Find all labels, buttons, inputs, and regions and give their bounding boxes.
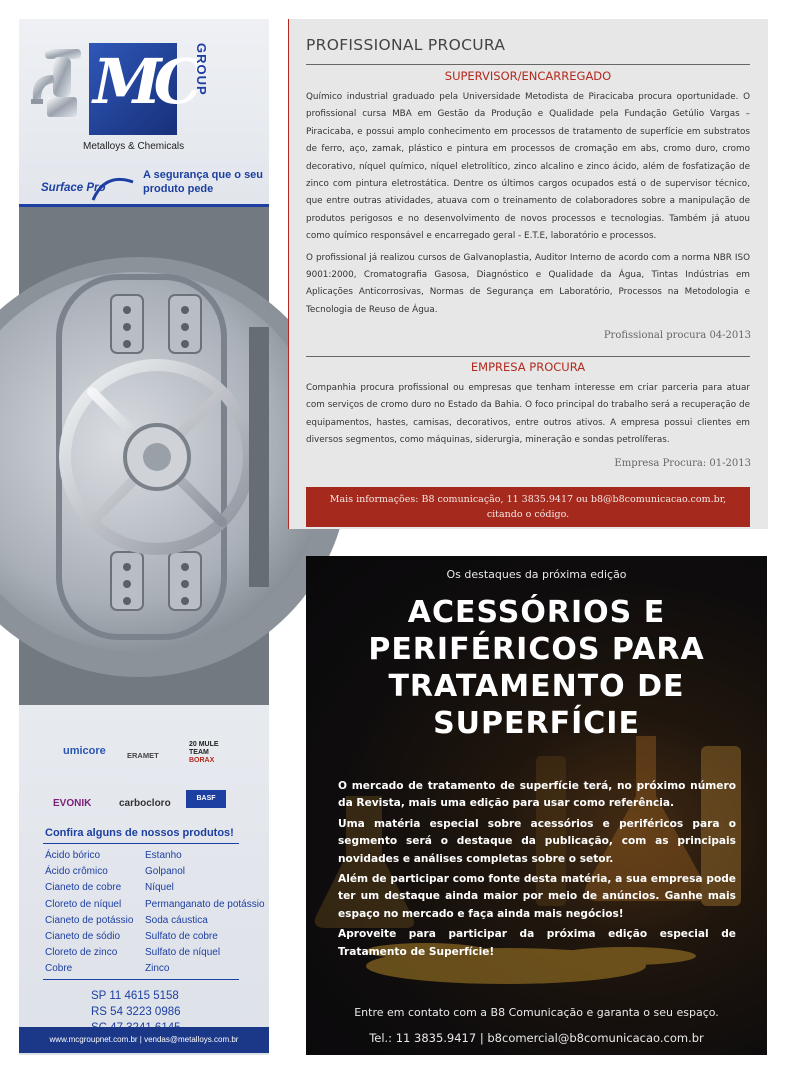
product-item: Cianeto de potássio [45,914,134,926]
logo-area [19,19,269,204]
more-info-banner [306,487,750,527]
supervisor-paragraph-1: Químico industrial graduado pela Universidade Metodista de Piracicaba procura oportunidade. O profissional cursa MBA em Gestão da Produção e Qualidade pela Fundação Getúlio Vargas – Piracicaba, e possui amplo conhecimento em processos de tratamento de superfície em substratos de ferro, aço, zamak, plástico e pintura em processos de cromação em abs, cromo duro, cromo decorativo, níquel químico, níquel eletrolítico, zinco alcalino e zinco ácido, além de fosfatização de zinco com pintura eletrostática. Dentre os últimos cargos ocupados está o de supervisor técnico, que entre outras atividades, atuava com o treinamento de colaboradores sobre a manipulação de produtos perigosos e no desenvolvimento de novos processos e tecnologias. Também já atuou como químico responsável e encarregado geral - E.T.E, laboratório e processos. [306,92,750,242]
faucet-icon [27,45,89,125]
product-item: Sulfato de cobre [145,931,218,943]
products-area [19,705,269,1055]
title-line-3: TRATAMENTO DE [388,669,685,704]
product-item: Cloreto de zinco [45,947,118,959]
body-paragraph-1: O mercado de tratamento de superfície terá, no próximo número da Revista, mais uma edição para usar como referência. [338,780,736,810]
surface-pro-logo [41,176,145,202]
next-edition-ad [306,556,767,1055]
mc-footer: www.mcgroupnet.com.br | vendas@metalloys.com.br [19,1027,269,1053]
products-title: Confira alguns de nossos produtos! [45,827,234,839]
borax-text: BORAX [189,757,215,764]
more-info-line-2: citando o código. [486,509,570,520]
eramet-logo [127,751,159,760]
body-paragraph-2: Uma matéria especial sobre acessórios e periféricos para o segmento será o destaque da publicação, com as principais novidades e análises completas sobre o setor. [338,817,736,865]
section-rule [306,356,750,357]
product-item: Soda cáustica [145,914,208,926]
vault-illustration [19,207,269,705]
supervisor-paragraph-2: O profissional já realizou cursos de Galvanoplastia, Auditor Interno de acordo com a norma NBR ISO 9001:2000, Cromatografia Gasosa, Diagnóstico e Qualidade da Água, Tintas Indústrias em Aplicações Anticorrosivas, Normas de Segurança em Laboratório, Processos na Metodologia e Tecnologia de Reuso de Água. [306,252,750,315]
next-edition-body [338,778,736,964]
title-line-1: ACESSÓRIOS E [407,595,666,630]
carbocloro-logo [119,798,171,809]
next-edition-kicker: Os destaques da próxima edição [446,568,627,581]
more-info-line-1: Mais informações: B8 comunicação, 11 3835.9417 ou b8@b8comunicacao.com.br, [329,494,727,505]
evonik-logo [53,798,91,809]
product-item: Permanganato de potássio [145,898,265,910]
title-line-4: SUPERFÍCIE [433,706,640,741]
phone-number: RS 54 3223 0986 [91,1006,181,1018]
classifieds-panel [288,19,768,529]
product-item: Cloreto de níquel [45,898,122,910]
product-item: Zinco [145,963,170,975]
title-rule [306,64,750,65]
supervisor-ref: Profissional procura 04-2013 [603,330,751,341]
product-item: Sulfato de níquel [145,947,221,959]
mule-team-logo [189,741,223,765]
contact-line: Entre em contato com a B8 Comunicação e garanta o seu espaço. [354,1006,719,1019]
eramet-logo-text: ERAMET [127,751,159,760]
carbocloro-logo-text: carbocloro [119,798,171,809]
products-divider-bottom [43,979,239,980]
mc-logo-letters: MC [93,45,195,118]
products-column-1 [45,848,133,978]
product-item: Golpanol [145,866,186,878]
mc-group-ad [19,19,269,1055]
evonik-logo-text: EVONIK [53,798,92,809]
section-title-supervisor: SUPERVISOR/ENCARREGADO [444,69,612,83]
mule-team-text: 20 MULE TEAM [189,741,219,756]
group-word: GROUP [194,43,209,96]
company-tagline: Metalloys & Chemicals [83,141,185,152]
telephone-email-line: Tel.: 11 3835.9417 | b8comercial@b8comunicacao.com.br [369,1031,704,1045]
basf-logo [186,790,226,808]
page-title: PROFISSIONAL PROCURA [306,36,506,54]
product-item: Ácido bórico [45,850,101,861]
empresa-body [306,380,750,454]
slogan: A segurança que o seu produto pede [143,169,264,195]
next-edition-title [326,594,747,742]
product-item: Cianeto de sódio [45,931,121,943]
empresa-paragraph-1: Companhia procura profissional ou empresas que tenham interesse em criar parceria para atuar com serviços de cromo duro no Estado da Bahia. O foco principal do trabalho será a recuperação de equipamentos, hastes, camisas, decorativos, entre outros ativos. A empresa possui clientes em diversos segmentos, como máquinas, siderurgia, mineração e sondas petrolíferas. [306,383,750,446]
vault-door-image [19,207,269,705]
product-item: Ácido crômico [45,866,108,878]
products-column-2 [145,848,265,978]
body-paragraph-4: Aproveite para participar da próxima edição especial de Tratamento de Superfície! [338,928,736,958]
surface-pro-text: Surface Pro [41,182,106,194]
group-wordmark [182,41,209,135]
product-item: Cobre [45,963,73,975]
body-paragraph-3: Além de participar como fonte desta matéria, a sua empresa pode ter um destaque ainda maior por meio de anúncios. Ganhe mais espaço no mercado e faça ainda mais negócios! [338,873,736,920]
empresa-ref: Empresa Procura: 01-2013 [614,458,751,469]
title-line-2: PERIFÉRICOS PARA [368,632,705,667]
product-item: Estanho [145,850,182,861]
mc-logo [89,43,195,135]
products-divider [43,843,239,844]
supervisor-body [306,89,750,323]
umicore-logo-text: umicore [63,745,106,757]
product-item: Cianeto de cobre [45,882,122,894]
umicore-logo [63,745,106,757]
section-title-empresa: EMPRESA PROCURA [470,360,586,374]
basf-logo-text: BASF [196,795,216,802]
phone-number: SP 11 4615 5158 [91,990,179,1002]
product-item: Níquel [145,882,174,894]
